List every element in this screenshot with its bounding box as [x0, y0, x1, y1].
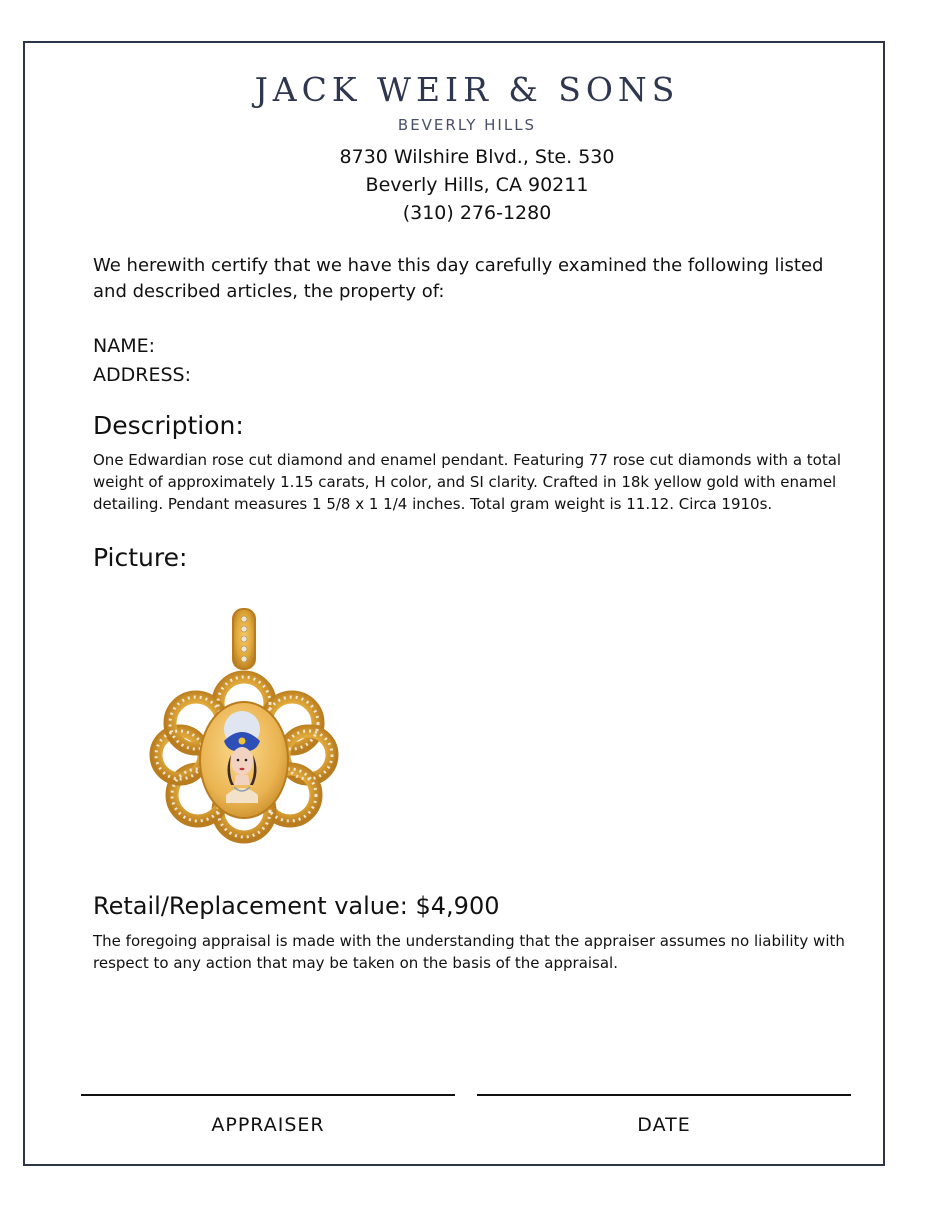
picture-heading: Picture:: [93, 543, 188, 572]
valuation-line: [93, 892, 500, 920]
address-label: ADDRESS:: [93, 364, 191, 386]
phone-number: (310) 276-1280: [402, 202, 552, 224]
name-label: NAME:: [93, 335, 156, 357]
address-street: 8730 Wilshire Blvd., Ste. 530: [339, 146, 615, 168]
address-city: Beverly Hills, CA 90211: [365, 174, 589, 196]
enamel-portrait-pendant-icon: [148, 605, 340, 845]
brand-title: JACK WEIR & SONS: [254, 70, 680, 109]
valuation-label: Retail/Replacement value:: [93, 892, 408, 920]
certification-statement: We herewith certify that we have this day carefully examined the following listed and described articles, the property of:: [93, 255, 824, 302]
date-signature-line: [477, 1094, 851, 1096]
pendant-image: [148, 605, 340, 845]
appraiser-label: APPRAISER: [211, 1114, 325, 1136]
appraisal-disclaimer: The foregoing appraisal is made with the understanding that the appraiser assumes no liability with respect to any action that may be taken on the basis of the appraisal.: [93, 932, 845, 972]
brand-subtitle: BEVERLY HILLS: [397, 116, 537, 134]
description-text: One Edwardian rose cut diamond and enamel pendant. Featuring 77 rose cut diamonds with a total weight of approximately 1.15 carats, H color, and SI clarity. Crafted in 18k yellow gold with enamel detailing. Pendant measures 1 5/8 x 1 1/4 inches. Total gram weight is 11.12. Circa 1910s.: [93, 451, 842, 513]
description-heading: Description:: [93, 411, 244, 440]
valuation-amount: $4,900: [415, 892, 500, 920]
date-label: DATE: [637, 1114, 691, 1136]
appraiser-signature-line: [81, 1094, 455, 1096]
